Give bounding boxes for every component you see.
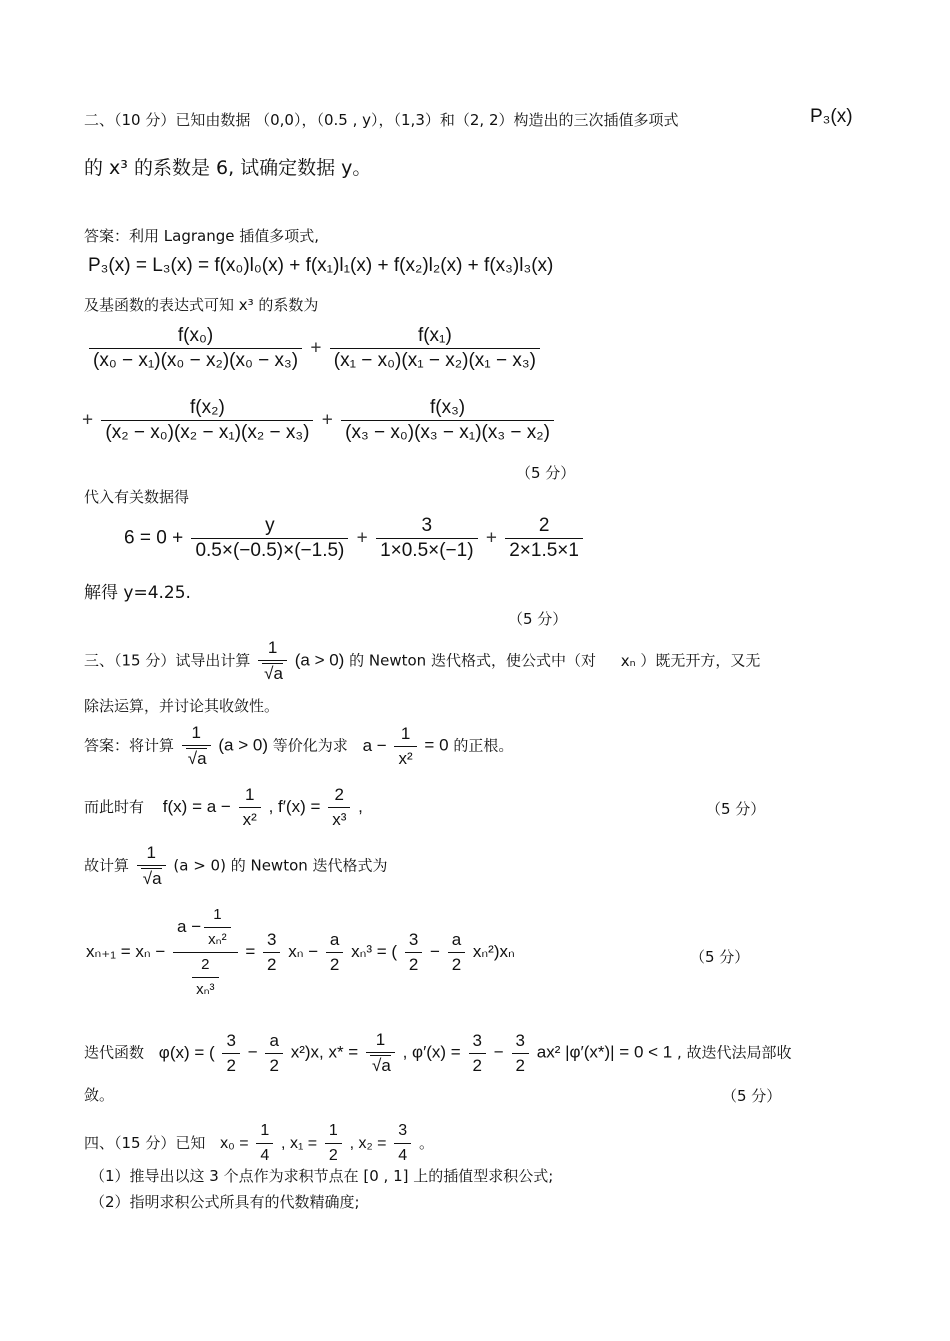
fraction-a-2: $\frac{a}{2}$: [448, 930, 465, 975]
q2-substitute-text: 代入有关数据得: [84, 488, 190, 506]
q2-solution: 解得 y=4.25.: [84, 583, 191, 603]
score-label: （5 分）: [690, 948, 750, 966]
fraction-1-2: $\frac{1}{2}$: [325, 1121, 342, 1166]
fraction-1-over-x2: $\frac{1}{\text{x²}}$: [394, 724, 416, 769]
q4-item-1: （1）推导出以这 3 个点作为求积节点在 [0 , 1] 上的插值型求积公式;: [90, 1167, 554, 1185]
q2-statement-line1: 二、（10 分）已知由数据 （0,0），（0.5 , y），（1,3）和（2, 2）构造出的三次插值多项式: [84, 111, 679, 129]
fraction-3-2: $\frac{3}{2}$: [222, 1031, 239, 1076]
q2-coefficient-row1: $\frac{\text{f(x₀)}}{\text{(x₀ − x₁)(x₀ − x₂)(x₀ − x₃)}}$ + $\frac{\text{f(x₁)}}{\text{(x₁ − x₀)(x₁ − x₂)(x₁ − x₃)}}$: [86, 326, 543, 371]
fraction-2: $\frac{2}{2\times 1.5\times 1}$: [505, 516, 583, 561]
score-label: （5 分）: [516, 464, 576, 482]
fraction-3-2: $\frac{3}{2}$: [263, 930, 280, 975]
score-label: （5 分）: [722, 1087, 782, 1105]
q3-statement-line1: 三、（15 分）试导出计算 1 √ a (a > 0) 的 Newton 迭代格式，使公式中（对 xₙ ）既无开方，又无: [84, 638, 760, 684]
fraction-y: $\frac{y}{0.5\times(-0.5)\times(-1.5)}$: [191, 516, 348, 561]
fraction-newton-step: a − $\frac{1}{\text{xₙ²}}$ $\frac{2}{\text{xₙ³}}$: [173, 905, 238, 1000]
q3-iteration-intro: 故计算 1 √ a (a > 0) 的 Newton 迭代格式为: [84, 843, 388, 889]
q3-newton-formula: xₙ₊₁ = xₙ − a − $\frac{1}{\text{xₙ²}}$ $\frac{2}{\text{xₙ³}}$ = $\frac{3}{2}$ xₙ − $\frac{a}{2}$ xₙ³ = ( $\frac{3}{2}$ − $\frac{a}{2}$ xₙ²)xₙ: [86, 906, 515, 998]
fraction-3: $\frac{3}{1\times 0.5\times(-1)}$: [376, 516, 478, 561]
q3-iteration-function: 迭代函数 φ(x) = ( $\frac{3}{2}$ − $\frac{a}{2}$ x²)x, x* = 1 √ a , φ′(x) = $\frac{3}{2}$ − $\frac{3}{2}$ ax² |φ′(x*)| = 0 < 1 , 故迭代法局部收: [84, 1030, 792, 1076]
q2-p3: P₃(x): [810, 106, 853, 127]
q3-function-line: 而此时有 f(x) = a − $\frac{1}{\text{x²}}$ , f′(x) = $\frac{2}{\text{x³}}$ ,: [84, 785, 363, 829]
q2-substituted-equation: 6 = 0 + $\frac{y}{0.5\times(-0.5)\times(-1.5)}$ + $\frac{3}{1\times 0.5\times(-1)}$ + $\frac{2}{2\times 1.5\times 1}$: [124, 516, 586, 561]
score-label: （5 分）: [706, 800, 766, 818]
q2-lagrange-formula: P₃(x) = L₃(x) = f(x₀)l₀(x) + f(x₁)l₁(x) + f(x₂)l₂(x) + f(x₃)l₃(x): [88, 255, 554, 276]
fraction-1-over-x2: $\frac{1}{\text{x²}}$: [239, 785, 261, 830]
fraction-inv-sqrt-a: 1 √ a: [182, 723, 211, 769]
q4-statement: 四、（15 分）已知 x₀ = $\frac{1}{4}$ , x₁ = $\frac{1}{2}$ , x₂ = $\frac{3}{4}$ 。: [84, 1122, 434, 1164]
fraction-term-4: $\frac{\text{f(x₃)}}{\text{(x₃ − x₀)(x₃ − x₁)(x₃ − x₂)}}$: [341, 398, 554, 443]
fraction-3-2: $\frac{3}{2}$: [405, 930, 422, 975]
q2-coefficient-row2: + $\frac{\text{f(x₂)}}{\text{(x₂ − x₀)(x₂ − x₁)(x₂ − x₃)}}$ + $\frac{\text{f(x₃)}}{\text{(x₃ − x₀)(x₃ − x₁)(x₃ − x₂)}}$: [82, 398, 557, 443]
fraction-term-3: $\frac{\text{f(x₂)}}{\text{(x₂ − x₀)(x₂ − x₁)(x₂ − x₃)}}$: [101, 398, 313, 443]
fraction-3-2: $\frac{3}{2}$: [469, 1031, 486, 1076]
q4-item-2: （2）指明求积公式所具有的代数精确度;: [90, 1193, 360, 1211]
fraction-2-over-x3: $\frac{2}{\text{x³}}$: [328, 785, 350, 830]
fraction-3-2: $\frac{3}{2}$: [512, 1031, 529, 1076]
fraction-3-4: $\frac{3}{4}$: [394, 1121, 411, 1166]
q2-basis-text: 及基函数的表达式可知 x³ 的系数为: [84, 296, 319, 314]
fraction-1-4: $\frac{1}{4}$: [256, 1121, 273, 1166]
q3-conclusion-end: 敛。: [84, 1086, 115, 1104]
q2-statement-line2: 的 x³ 的系数是 6, 试确定数据 y。: [84, 157, 372, 179]
fraction-term-2: $\frac{\text{f(x₁)}}{\text{(x₁ − x₀)(x₁ − x₂)(x₁ − x₃)}}$: [330, 326, 540, 371]
fraction-inv-sqrt-a: 1 √ a: [137, 843, 166, 889]
q2-answer-intro: 答案：利用 Lagrange 插值多项式,: [84, 227, 319, 245]
fraction-inv-sqrt-a: 1 √ a: [366, 1030, 395, 1076]
fraction-a-2: $\frac{a}{2}$: [265, 1031, 282, 1076]
fraction-inv-sqrt-a: 1 √ a: [258, 638, 287, 684]
q3-answer-line: 答案：将计算 1 √ a (a > 0) 等价化为求 a − $\frac{1}{\text{x²}}$ = 0 的正根。: [84, 723, 513, 769]
fraction-term-1: $\frac{\text{f(x₀)}}{\text{(x₀ − x₁)(x₀ − x₂)(x₀ − x₃)}}$: [89, 326, 302, 371]
q3-statement-line2: 除法运算，并讨论其收敛性。: [84, 697, 280, 715]
score-label: （5 分）: [508, 610, 568, 628]
fraction-a-2: $\frac{a}{2}$: [326, 930, 343, 975]
